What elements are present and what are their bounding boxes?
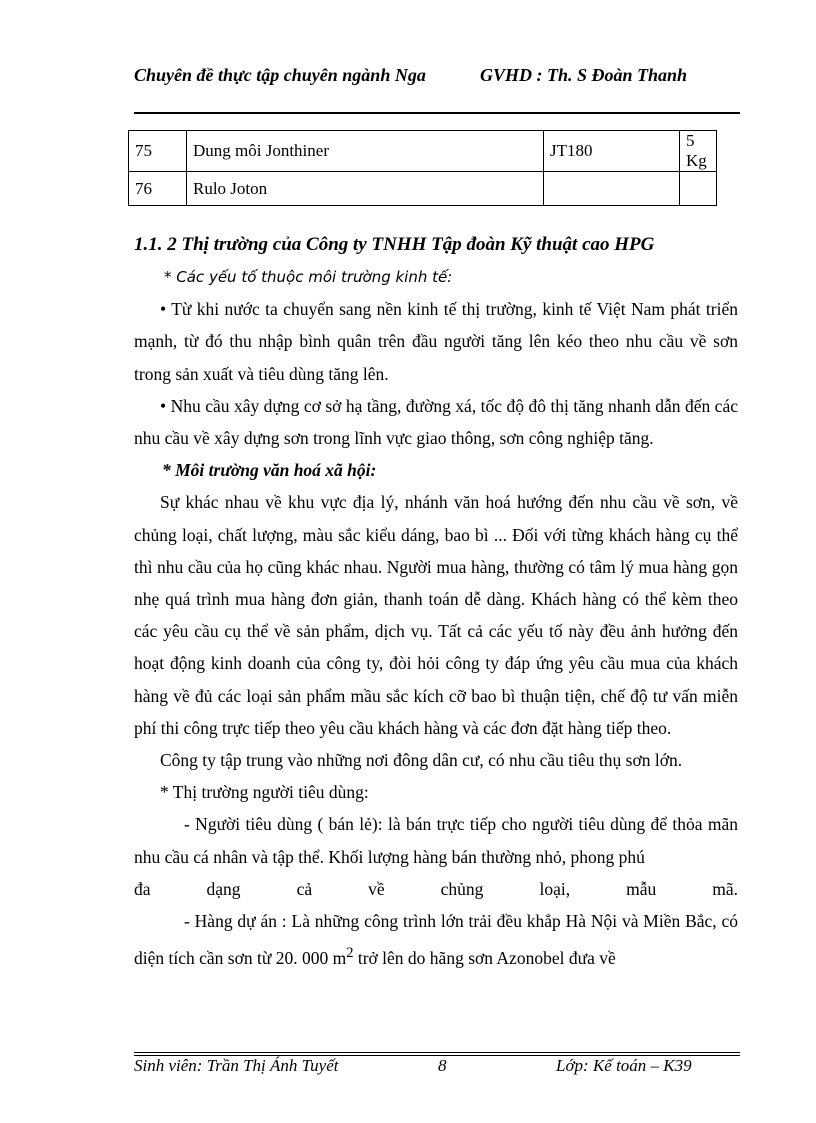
row-number: 76 xyxy=(129,172,187,206)
footer-class: Lớp: Kế toán – K39 xyxy=(556,1056,692,1075)
page-header xyxy=(134,64,740,114)
paragraph: • Từ khi nước ta chuyển sang nền kinh tế thị trường, kinh tế Việt Nam phát triển mạnh, từ đó thu nhập bình quân trên đầu người tăng lên kéo theo nhu cầu về sơn trong sản xuất và tiêu dùng tăng lên. xyxy=(134,299,738,384)
document-body xyxy=(134,229,738,974)
row-qty: 5 Kg xyxy=(680,131,717,172)
row-number: 75 xyxy=(129,131,187,172)
row-code: JT180 xyxy=(544,131,680,172)
materials-table xyxy=(128,130,717,206)
table-row xyxy=(129,172,717,206)
paragraph: Sự khác nhau về khu vực địa lý, nhánh văn hoá hướng đến nhu cầu về sơn, về chủng loại, chất lượng, màu sắc kiểu dáng, bao bì ... Đối với từng khách hàng cụ thể thì nhu cầu của họ cũng khác nhau. Người mua hàng, thường có tâm lý mua hàng gọn nhẹ quá trình mua hàng đơn giản, thanh toán dễ dàng. Khách hàng có thể kèm theo các yêu cầu cụ thể về sản phẩm, dịch vụ. Tất cả các yếu tố này đều ảnh hưởng đến hoạt động kinh doanh của công ty, đòi hỏi công ty đáp ứng yêu cầu mua của khách hàng về đủ các loại sản phẩm mầu sắc kích cỡ bao bì thuận tiện, chế độ tư vấn miễn phí thi công trực tiếp theo yêu cầu khách hàng và các đơn đặt hàng tiếp theo. xyxy=(134,492,738,738)
superscript: 2 xyxy=(346,945,354,962)
row-qty xyxy=(680,172,717,206)
row-code xyxy=(544,172,680,206)
subheading-consumer: * Thị trường người tiêu dùng: xyxy=(160,782,369,803)
paragraph: • Nhu cầu xây dựng cơ sở hạ tầng, đường xá, tốc độ đô thị tăng nhanh dẫn đến các nhu cầu về xây dựng sơn trong lĩnh vực giao thông, sơn công nghiệp tăng. xyxy=(134,395,738,449)
paragraph-last-line: đa dạng cả về chủng loại, mẫu mã. xyxy=(134,878,738,899)
row-name: Dung môi Jonthiner xyxy=(187,131,544,172)
row-name: Rulo Joton xyxy=(187,172,544,206)
footer-rule xyxy=(134,1052,740,1053)
subheading-economic: * Các yếu tố thuộc môi trường kinh tế: xyxy=(164,268,453,286)
paragraph xyxy=(134,905,738,974)
header-left: Chuyên đề thực tập chuyên ngành Nga xyxy=(134,65,426,85)
section-title: 1.1. 2 Thị trường của Công ty TNHH Tập đoàn Kỹ thuật cao HPG xyxy=(134,234,655,255)
page-number: 8 xyxy=(438,1056,447,1075)
footer-student: Sinh viên: Trần Thị Ánh Tuyết xyxy=(134,1056,339,1075)
paragraph: Công ty tập trung vào những nơi đông dân cư, có nhu cầu tiêu thụ sơn lớn. xyxy=(160,750,683,771)
subheading-culture: * Môi trường văn hoá xã hội: xyxy=(162,460,377,481)
header-right: GVHD : Th. S Đoàn Thanh xyxy=(480,65,688,85)
paragraph: - Người tiêu dùng ( bán lẻ): là bán trực tiếp cho người tiêu dùng để thỏa mãn nhu cầu cá nhân và tập thể. Khối lượng hàng bán thường nhỏ, phong phú xyxy=(134,814,738,867)
paragraph-text: - Hàng dự án : Là những công trình lớn trải đều khắp Hà Nội và Miền Bắc, có diện tích cần sơn từ 20. 000 m xyxy=(134,911,738,969)
paragraph-text: trở lên do hãng sơn Azonobel đưa về xyxy=(353,948,616,969)
table-row xyxy=(129,131,717,172)
